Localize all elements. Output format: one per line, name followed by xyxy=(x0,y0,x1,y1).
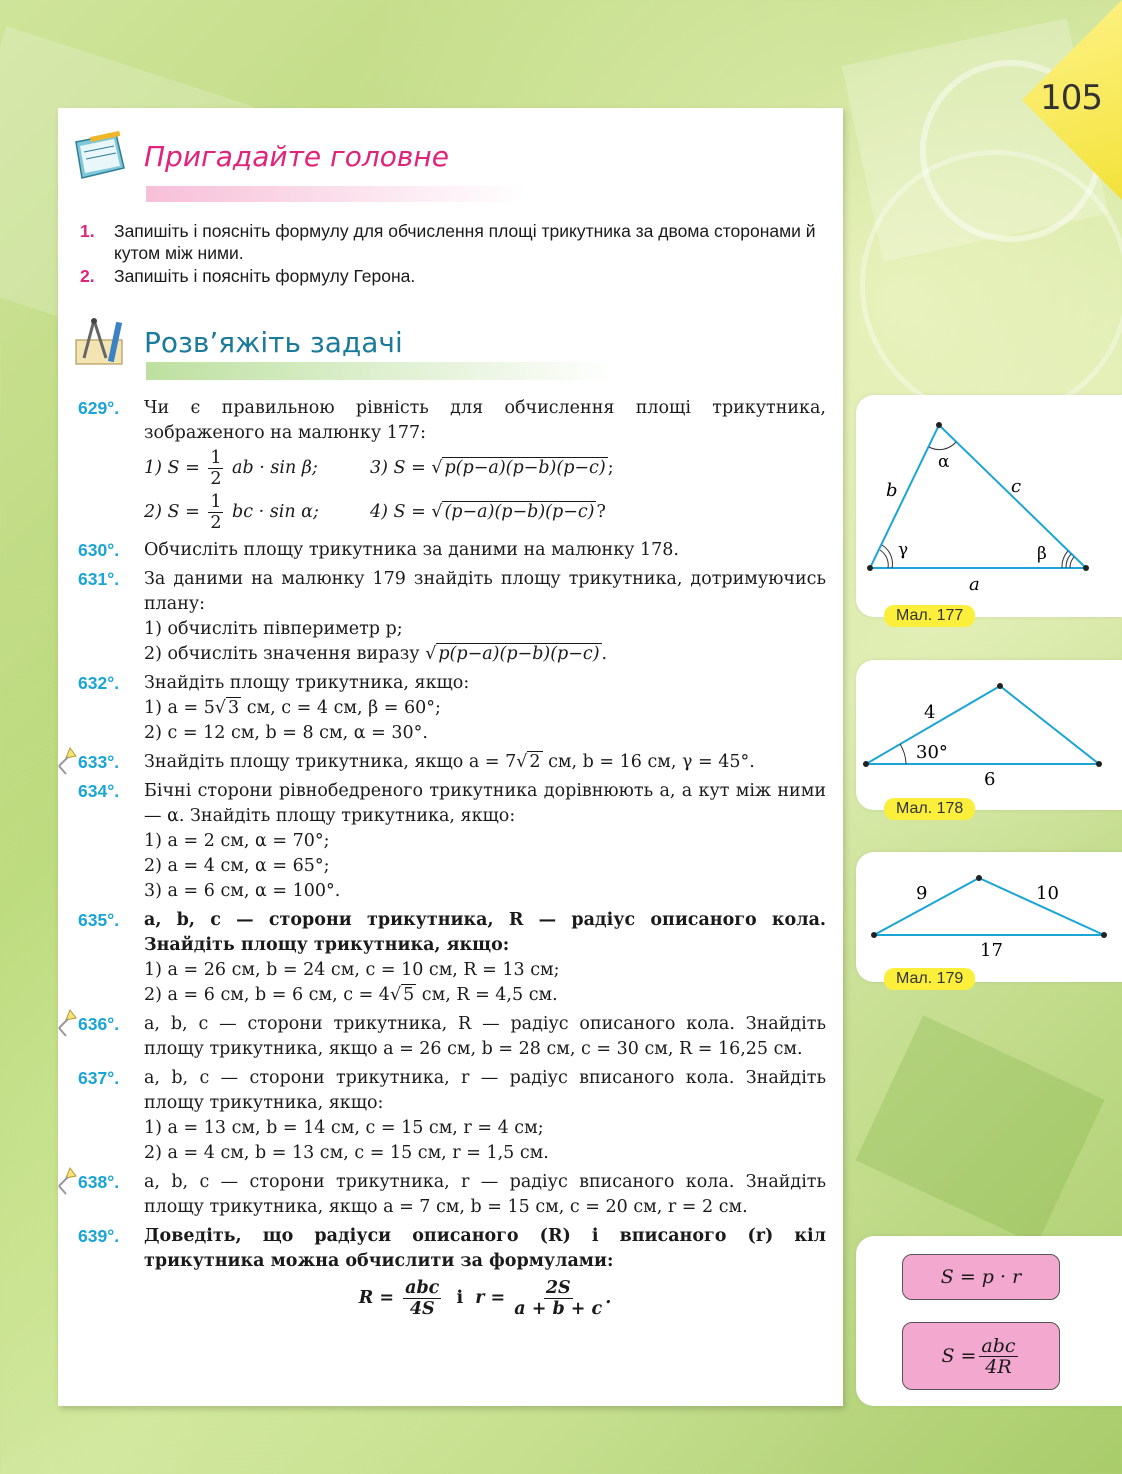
compass-ruler-icon xyxy=(70,314,130,370)
denominator: 2 xyxy=(210,512,222,533)
question-text: Запишіть і поясніть формулу Герона. xyxy=(114,266,416,286)
option-expr: ab · sin β; xyxy=(232,457,318,478)
sub-text: см, c = 4 см, β = 60°; xyxy=(241,698,441,718)
figure-179-card xyxy=(856,852,1122,982)
sqrt-expr: 2 xyxy=(529,752,541,772)
main-content-card xyxy=(58,108,843,1406)
lamp-icon xyxy=(56,1166,78,1196)
sqrt-expr: p(p−a)(p−b)(p−c) xyxy=(444,457,606,478)
triangle-figure-179 xyxy=(856,852,1122,982)
problem-body xyxy=(144,779,826,904)
problem-633 xyxy=(78,750,826,775)
side-label: a xyxy=(969,574,980,595)
figure-label: Мал. 177 xyxy=(884,605,975,627)
sqrt-sign: √ xyxy=(214,698,227,718)
numerator: 1 xyxy=(210,447,222,468)
sub-item xyxy=(144,696,826,721)
numerator: abc xyxy=(981,1334,1016,1357)
sub-item xyxy=(144,983,826,1008)
formula-area-circumradius xyxy=(902,1322,1060,1390)
problem-body xyxy=(144,396,826,534)
math-row xyxy=(144,490,826,534)
sub-item: 1) a = 13 см, b = 14 см, c = 15 см, r = 4 см; xyxy=(144,1118,544,1138)
problem-text: a, b, c — сторони трикутника, r — радіус вписаного кола. Знайдіть площу трикутника, якщо: xyxy=(144,1068,826,1113)
sub-item: 1) a = 26 см, b = 24 см, c = 10 см, R = 13 см; xyxy=(144,960,560,980)
problem-number: 639°. xyxy=(78,1226,120,1246)
sub-item: 2) c = 12 см, b = 8 см, α = 30°. xyxy=(144,723,428,743)
figure-177-card xyxy=(856,395,1122,617)
sub-item xyxy=(144,642,826,667)
problem-body xyxy=(144,908,826,1008)
question-number: 1. xyxy=(80,221,95,241)
page-number: 105 xyxy=(1040,78,1102,118)
figure-label: Мал. 178 xyxy=(884,798,975,820)
conjunction: і xyxy=(456,1288,464,1308)
sub-item: 1) обчисліть півпериметр p; xyxy=(144,619,403,639)
sub-item: 1) a = 2 см, α = 70°; xyxy=(144,831,330,851)
fraction xyxy=(208,492,223,533)
problem-636 xyxy=(78,1012,826,1062)
problem-list xyxy=(78,396,826,1323)
fraction xyxy=(514,1278,602,1319)
problem-number: 635°. xyxy=(78,910,120,930)
question-text: Запишіть і поясніть формулу для обчислення площі трикутника за двома сторонами й кутом між ними. xyxy=(114,221,816,263)
formula-label: S = xyxy=(941,1345,977,1367)
section-problems-header xyxy=(70,314,403,370)
side-label: b xyxy=(886,480,898,501)
problem-body xyxy=(144,1066,826,1166)
figure-178-card xyxy=(856,660,1122,810)
problem-body xyxy=(144,567,826,667)
title-underline xyxy=(146,362,616,380)
sub-item: 3) a = 6 см, α = 100°. xyxy=(144,881,341,901)
option-label: 4) S = xyxy=(370,501,426,522)
side-label: 9 xyxy=(916,883,928,904)
punct: ? xyxy=(596,501,606,522)
notebook-icon xyxy=(70,128,130,184)
list-item xyxy=(80,265,825,287)
punct: . xyxy=(605,1288,612,1308)
formula-area-inradius: S = p · r xyxy=(902,1254,1060,1300)
lamp-icon xyxy=(56,1008,78,1038)
list-item xyxy=(80,220,825,264)
problem-text: Обчисліть площу трикутника за даними на малюнку 178. xyxy=(144,540,679,560)
section-title: Розв’яжіть задачі xyxy=(144,325,403,359)
problem-text: a, b, c — сторони трикутника, R — радіус описаного кола. Знайдіть площу трикутника, якщо a = 26 см, b = 28 см, c = 30 см, R = 16,25 см. xyxy=(144,1014,826,1059)
formula-label: R = xyxy=(358,1288,395,1308)
background-shape xyxy=(856,1015,1105,1245)
recall-question-list xyxy=(80,220,825,288)
numerator: abc xyxy=(405,1278,440,1298)
problem-632 xyxy=(78,671,826,746)
problem-number: 637°. xyxy=(78,1068,120,1088)
problem-text: Доведіть, що радіуси описаного (R) і вписаного (r) кіл трикутника можна обчислити за формулами: xyxy=(144,1226,826,1271)
side-label: 4 xyxy=(924,702,936,723)
option-2 xyxy=(144,492,370,533)
problem-number: 629°. xyxy=(78,398,120,418)
problem-number: 632°. xyxy=(78,673,120,693)
sqrt-expr: 5 xyxy=(403,985,415,1005)
option-label: 2) S = xyxy=(144,501,200,522)
fraction xyxy=(403,1278,441,1319)
problem-body xyxy=(144,750,826,775)
formula-label: r = xyxy=(475,1288,506,1308)
denominator: 4R xyxy=(985,1355,1012,1378)
problem-630 xyxy=(78,538,826,563)
sub-item: 2) a = 4 см, b = 13 см, c = 15 см, r = 1,5 см. xyxy=(144,1143,549,1163)
numerator: 1 xyxy=(210,491,222,512)
side-label: 17 xyxy=(980,940,1003,961)
option-label: 3) S = xyxy=(370,457,426,478)
math-row xyxy=(144,446,826,490)
angle-label: α xyxy=(938,452,950,472)
sqrt-sign: √ xyxy=(389,985,402,1005)
problem-text: a, b, c — сторони трикутника, R — радіус описаного кола. Знайдіть площу трикутника, якщо: xyxy=(144,910,826,955)
fraction xyxy=(979,1336,1017,1377)
denominator: a + b + c xyxy=(514,1299,603,1319)
option-label: 1) S = xyxy=(144,457,200,478)
side-label: 6 xyxy=(984,769,996,790)
angle-label: β xyxy=(1037,544,1047,564)
side-label: 10 xyxy=(1036,883,1059,904)
problem-639 xyxy=(78,1224,826,1319)
sub-text: 2) a = 6 см, b = 6 см, c = 4 xyxy=(144,985,390,1005)
sqrt-sign: √ xyxy=(516,752,528,772)
problem-text: Знайдіть площу трикутника, якщо a = 7 xyxy=(144,752,517,772)
problem-638 xyxy=(78,1170,826,1220)
background-ring xyxy=(860,150,1122,420)
problem-number: 634°. xyxy=(78,781,120,801)
section-recall-header xyxy=(70,128,449,184)
triangle-figure-177 xyxy=(856,395,1122,617)
denominator: 4S xyxy=(409,1299,435,1319)
problem-body xyxy=(144,671,826,746)
problem-634 xyxy=(78,779,826,904)
figure-label: Мал. 179 xyxy=(884,968,975,990)
option-3 xyxy=(370,456,614,481)
section-title: Пригадайте головне xyxy=(144,139,449,173)
numerator: 2S xyxy=(545,1278,571,1298)
sqrt-sign: √ xyxy=(431,457,443,478)
problem-text: Бічні сторони рівнобедреного трикутника дорівнюють a, а кут між ними — α. Знайдіть площу трикутника, якщо: xyxy=(144,781,826,826)
problem-635 xyxy=(78,908,826,1008)
option-expr: bc · sin α; xyxy=(232,501,319,522)
side-label: c xyxy=(1011,476,1022,497)
sub-text: 1) a = 5 xyxy=(144,698,215,718)
sqrt-expr: (p−a)(p−b)(p−c) xyxy=(444,501,595,522)
problem-text: a, b, c — сторони трикутника, r — радіус вписаного кола. Знайдіть площу трикутника, якщо a = 7 см, b = 15 см, c = 20 см, r = 2 см. xyxy=(144,1172,826,1217)
question-number: 2. xyxy=(80,266,95,286)
denominator: 2 xyxy=(210,468,222,489)
problem-number: 638°. xyxy=(78,1172,120,1192)
problem-text: Знайдіть площу трикутника, якщо: xyxy=(144,673,470,693)
problem-text: см, b = 16 см, γ = 45°. xyxy=(542,752,755,772)
problem-629 xyxy=(78,396,826,534)
problem-637 xyxy=(78,1066,826,1166)
problem-631 xyxy=(78,567,826,667)
sub-item: 2) a = 4 см, α = 65°; xyxy=(144,856,330,876)
sub-text: см, R = 4,5 см. xyxy=(416,985,558,1005)
fraction xyxy=(208,448,223,489)
option-4 xyxy=(370,500,606,525)
angle-label: 30° xyxy=(916,742,948,763)
problem-number: 633°. xyxy=(78,752,120,772)
sqrt-expr: 3 xyxy=(228,698,240,718)
punct: . xyxy=(601,644,608,664)
sqrt-sign: √ xyxy=(431,501,443,522)
problem-number: 631°. xyxy=(78,569,120,589)
problem-number: 636°. xyxy=(78,1014,120,1034)
problem-number: 630°. xyxy=(78,540,120,560)
formula-row xyxy=(144,1278,826,1319)
sqrt-sign: √ xyxy=(425,644,437,664)
sub-text: 2) обчисліть значення виразу xyxy=(144,644,420,664)
angle-label: γ xyxy=(898,540,909,560)
problem-text: Чи є правильною рівність для обчислення площі трикутника, зображеного на малюнку 177: xyxy=(144,398,826,443)
problem-body xyxy=(144,1224,826,1319)
title-underline xyxy=(146,186,526,202)
sqrt-expr: p(p−a)(p−b)(p−c) xyxy=(438,644,600,664)
problem-text: За даними на малюнку 179 знайдіть площу трикутника, дотримуючись плану: xyxy=(144,569,826,614)
triangle-figure-178 xyxy=(856,660,1122,810)
punct: ; xyxy=(607,457,614,478)
option-1 xyxy=(144,448,370,489)
lamp-icon xyxy=(56,746,78,776)
